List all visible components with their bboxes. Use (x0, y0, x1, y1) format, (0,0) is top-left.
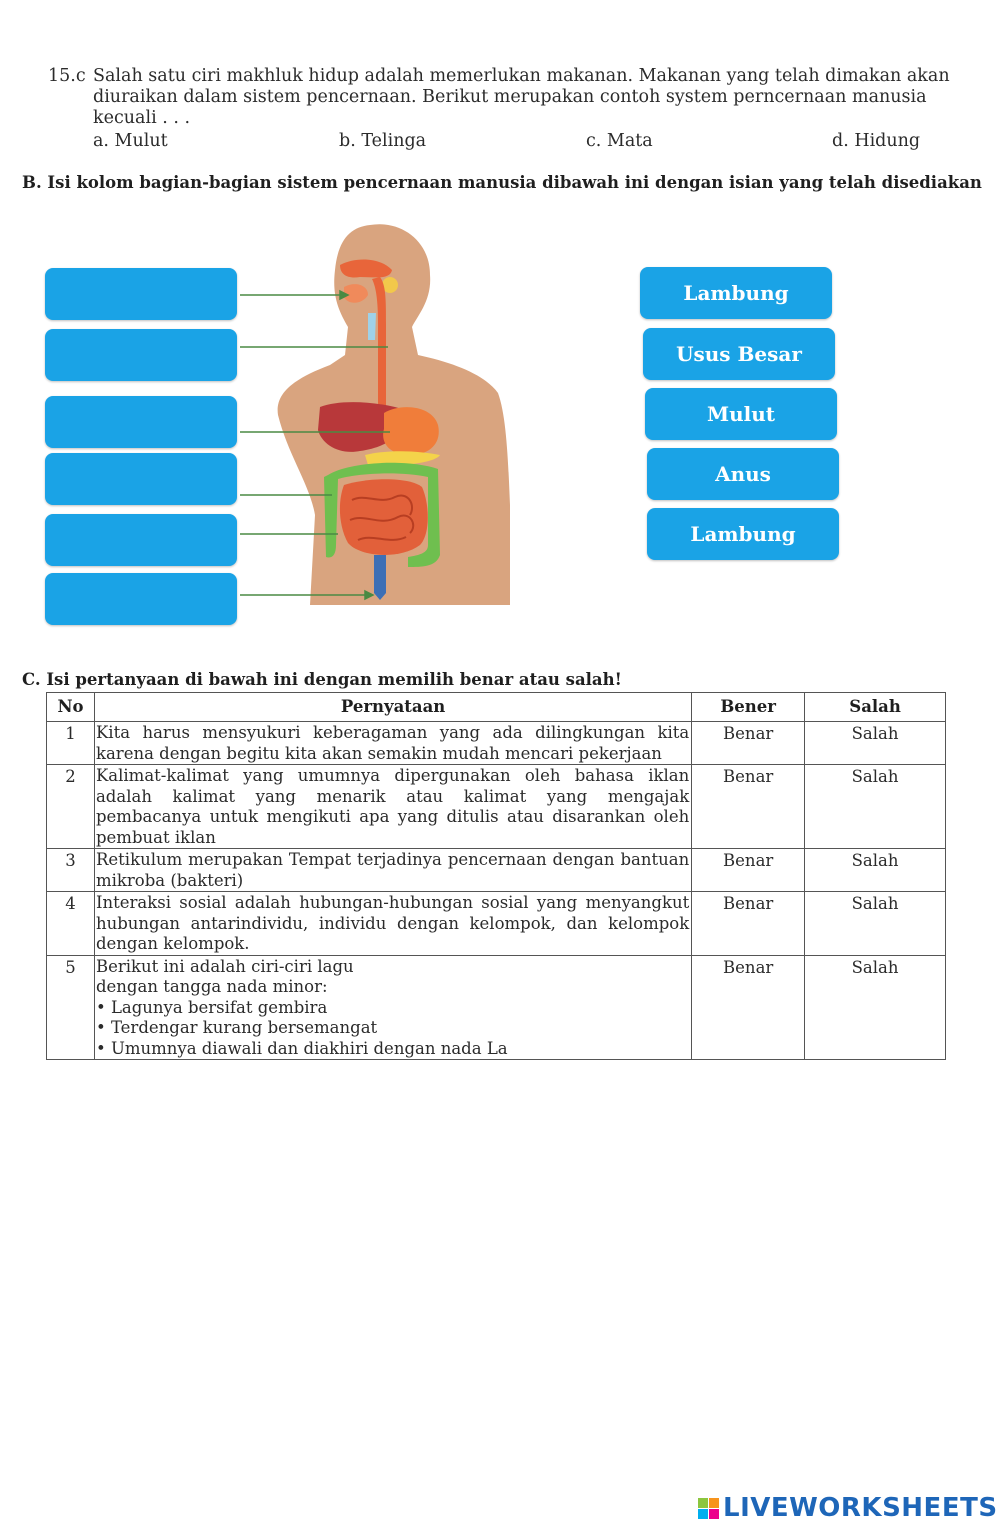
header-no: No (47, 693, 95, 722)
answer-chip-lambung-2[interactable]: Lambung (647, 508, 839, 560)
choice-false-3[interactable]: Salah (851, 851, 899, 870)
small-intestine (340, 479, 428, 555)
statement-line: • Lagunya bersifat gembira (95, 997, 328, 1017)
choice-false-4[interactable]: Salah (851, 894, 899, 913)
choice-true-5[interactable]: Benar (723, 957, 774, 977)
row-number: 5 (47, 955, 95, 1060)
drop-zone-1[interactable] (45, 268, 237, 320)
row-number: 2 (47, 765, 95, 849)
drop-zone-6[interactable] (45, 573, 237, 625)
table-row (47, 849, 946, 892)
drop-zone-4[interactable] (45, 453, 237, 505)
true-false-table (46, 692, 946, 1060)
drop-zone-3[interactable] (45, 396, 237, 448)
drop-zone-2[interactable] (45, 329, 237, 381)
header-false: Salah (805, 693, 946, 722)
choice-true-1[interactable]: Benar (723, 724, 774, 743)
brand-name: LIVEWORKSHEETS (723, 1493, 998, 1523)
choice-false-1[interactable]: Salah (851, 724, 899, 743)
choice-true-3[interactable]: Benar (723, 851, 774, 870)
stomach (383, 407, 439, 455)
statement-line: • Umumnya diawali dan diakhiri dengan nada La (95, 1038, 508, 1058)
option-c[interactable]: c. Mata (586, 131, 653, 151)
answer-chip-anus[interactable]: Anus (647, 448, 839, 500)
trachea (368, 313, 376, 340)
row-statement: Kalimat-kalimat yang umumnya dipergunakan oleh bahasa iklan adalah kalimat yang menarik atau kalimat yang mengajak pembacanya untuk mengikuti apa yang ditulis atau disarankan oleh pembuat iklan (94, 765, 691, 849)
question-text: Salah satu ciri makhluk hidup adalah memerlukan makanan. Makanan yang telah dimakan akan diuraikan dalam sistem pencernaan. Berikut merupakan contoh system perncernaan manusia kecuali . . . (93, 66, 950, 128)
option-a[interactable]: a. Mulut (93, 131, 168, 151)
choice-true-2[interactable]: Benar (723, 767, 774, 786)
live-badge-icon (698, 1498, 719, 1519)
row-number: 1 (47, 722, 95, 765)
row-statement: Interaksi sosial adalah hubungan-hubungan sosial yang menyangkut hubungan antarindividu, individu dengan kelompok, dan kelompok dengan kelompok. (94, 892, 691, 956)
row-number: 4 (47, 892, 95, 956)
liveworksheets-logo[interactable] (698, 1493, 998, 1523)
table-row (47, 955, 946, 1060)
answer-chip-mulut[interactable]: Mulut (645, 388, 837, 440)
option-d[interactable]: d. Hidung (832, 131, 921, 151)
answer-chip-lambung-1[interactable]: Lambung (640, 267, 832, 319)
choice-false-2[interactable]: Salah (851, 767, 899, 786)
table-header-row (47, 693, 946, 722)
row-statement: Retikulum merupakan Tempat terjadinya pencernaan dengan bantuan mikroba (bakteri) (94, 849, 691, 892)
choice-false-5[interactable]: Salah (851, 957, 899, 977)
table-row (47, 892, 946, 956)
header-true: Bener (692, 693, 805, 722)
table-row (47, 765, 946, 849)
header-statement: Pernyataan (94, 693, 691, 722)
option-b[interactable]: b. Telinga (339, 131, 427, 151)
digestive-system-illustration (240, 215, 515, 610)
section-c-heading: C. Isi pertanyaan di bawah ini dengan memilih benar atau salah! (22, 670, 622, 689)
row-statement (94, 955, 691, 1060)
section-b-heading: B. Isi kolom bagian-bagian sistem pencernaan manusia dibawah ini dengan isian yang telah disediakan (22, 173, 982, 192)
row-statement: Kita harus mensyukuri keberagaman yang ada dilingkungan kita karena dengan begitu kita akan semakin mudah mencari pekerjaan (94, 722, 691, 765)
question-number: 15.c (48, 66, 86, 86)
statement-line: dengan tangga nada minor: (95, 977, 328, 996)
drop-zone-5[interactable] (45, 514, 237, 566)
statement-line: Berikut ini adalah ciri-ciri lagu (95, 956, 354, 976)
statement-line: • Terdengar kurang bersemangat (95, 1018, 378, 1037)
choice-true-4[interactable]: Benar (723, 894, 774, 913)
rectum (374, 555, 386, 600)
row-number: 3 (47, 849, 95, 892)
table-row (47, 722, 946, 765)
answer-chip-usus-besar[interactable]: Usus Besar (643, 328, 835, 380)
